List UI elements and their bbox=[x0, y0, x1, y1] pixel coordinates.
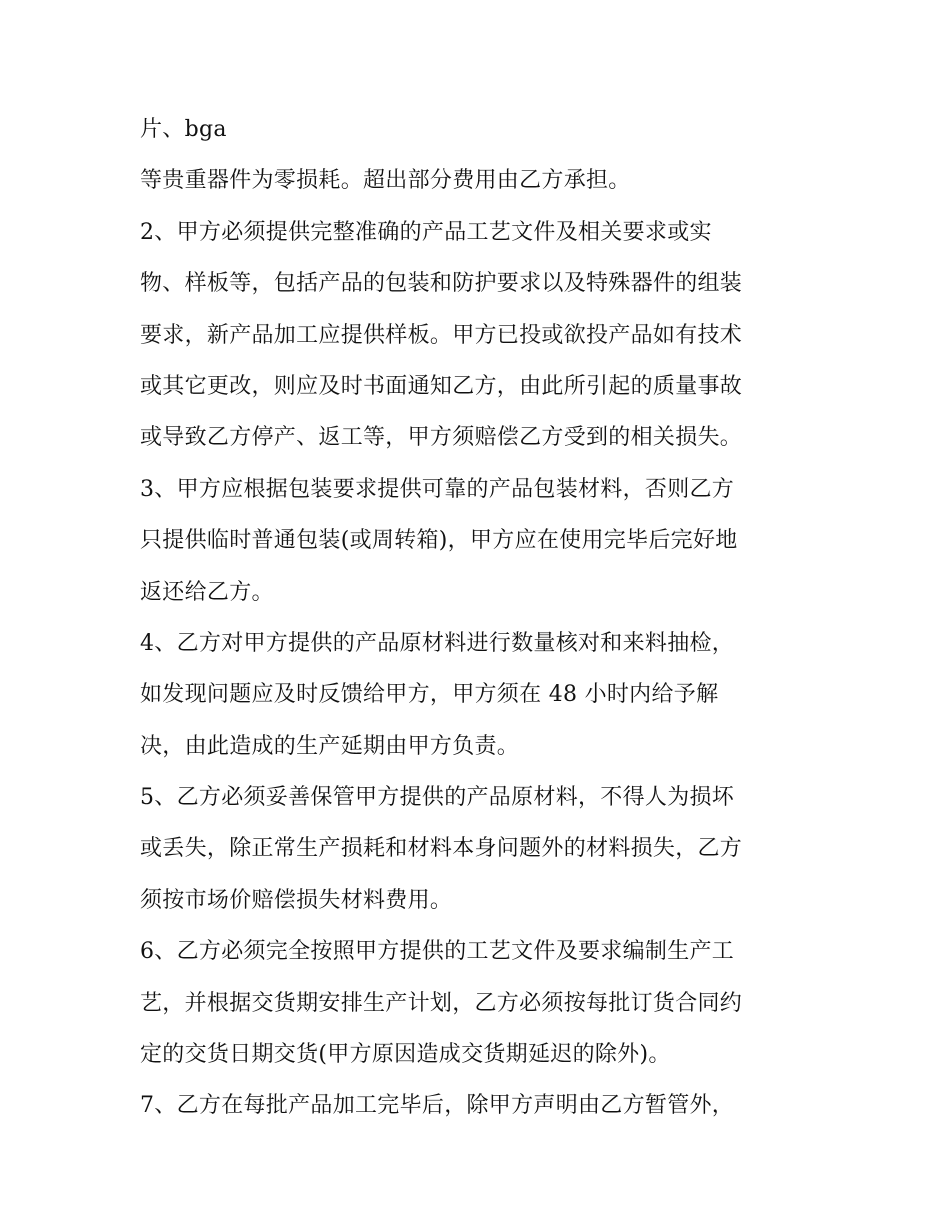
clause-4-line-3: 决，由此造成的生产延期由甲方负责。 bbox=[140, 733, 520, 759]
clause-2-line-3: 要求，新产品加工应提供样板。甲方已投或欲投产品如有技术 bbox=[140, 322, 743, 348]
clause-5-line-2: 或丢失，除正常生产损耗和材料本身问题外的材料损失，乙方 bbox=[140, 836, 743, 862]
clause-7-line-1: 7、乙方在每批产品加工完毕后，除甲方声明由乙方暂管外， bbox=[140, 1093, 735, 1119]
text-line-1: 片、bga bbox=[140, 117, 227, 142]
clause-2-line-4: 或其它更改，则应及时书面通知乙方，由此所引起的质量事故 bbox=[140, 373, 743, 399]
clause-2-line-2: 物、样板等，包括产品的包装和防护要求以及特殊器件的组装 bbox=[140, 271, 743, 297]
clause-4-line-1: 4、乙方对甲方提供的产品原材料进行数量核对和来料抽检， bbox=[140, 630, 735, 656]
contract-text bbox=[140, 104, 830, 1132]
clause-3-line-3: 返还给乙方。 bbox=[140, 579, 274, 605]
text-line-2: 等贵重器件为零损耗。超出部分费用由乙方承担。 bbox=[140, 168, 631, 194]
clause-5-line-1: 5、乙方必须妥善保管甲方提供的产品原材料，不得人为损坏 bbox=[140, 785, 735, 811]
clause-6-line-3: 定的交货日期交货(甲方原因造成交货期延迟的除外)。 bbox=[140, 1042, 671, 1068]
clause-6-line-2: 艺，并根据交货期安排生产计划，乙方必须按每批订货合同约 bbox=[140, 990, 743, 1016]
clause-5-line-3: 须按市场价赔偿损失材料费用。 bbox=[140, 887, 453, 913]
clause-3-line-1: 3、甲方应根据包装要求提供可靠的产品包装材料，否则乙方 bbox=[140, 476, 735, 502]
clause-3-line-2: 只提供临时普通包装(或周转箱)，甲方应在使用完毕后完好地 bbox=[140, 528, 738, 554]
clause-2-line-1: 2、甲方必须提供完整准确的产品工艺文件及相关要求或实 bbox=[140, 219, 712, 245]
clause-4-line-2: 如发现问题应及时反馈给甲方，甲方须在 48 小时内给予解 bbox=[140, 682, 719, 708]
clause-6-line-1: 6、乙方必须完全按照甲方提供的工艺文件及要求编制生产工 bbox=[140, 939, 735, 965]
clause-2-line-5: 或导致乙方停产、返工等，甲方须赔偿乙方受到的相关损失。 bbox=[140, 425, 743, 451]
